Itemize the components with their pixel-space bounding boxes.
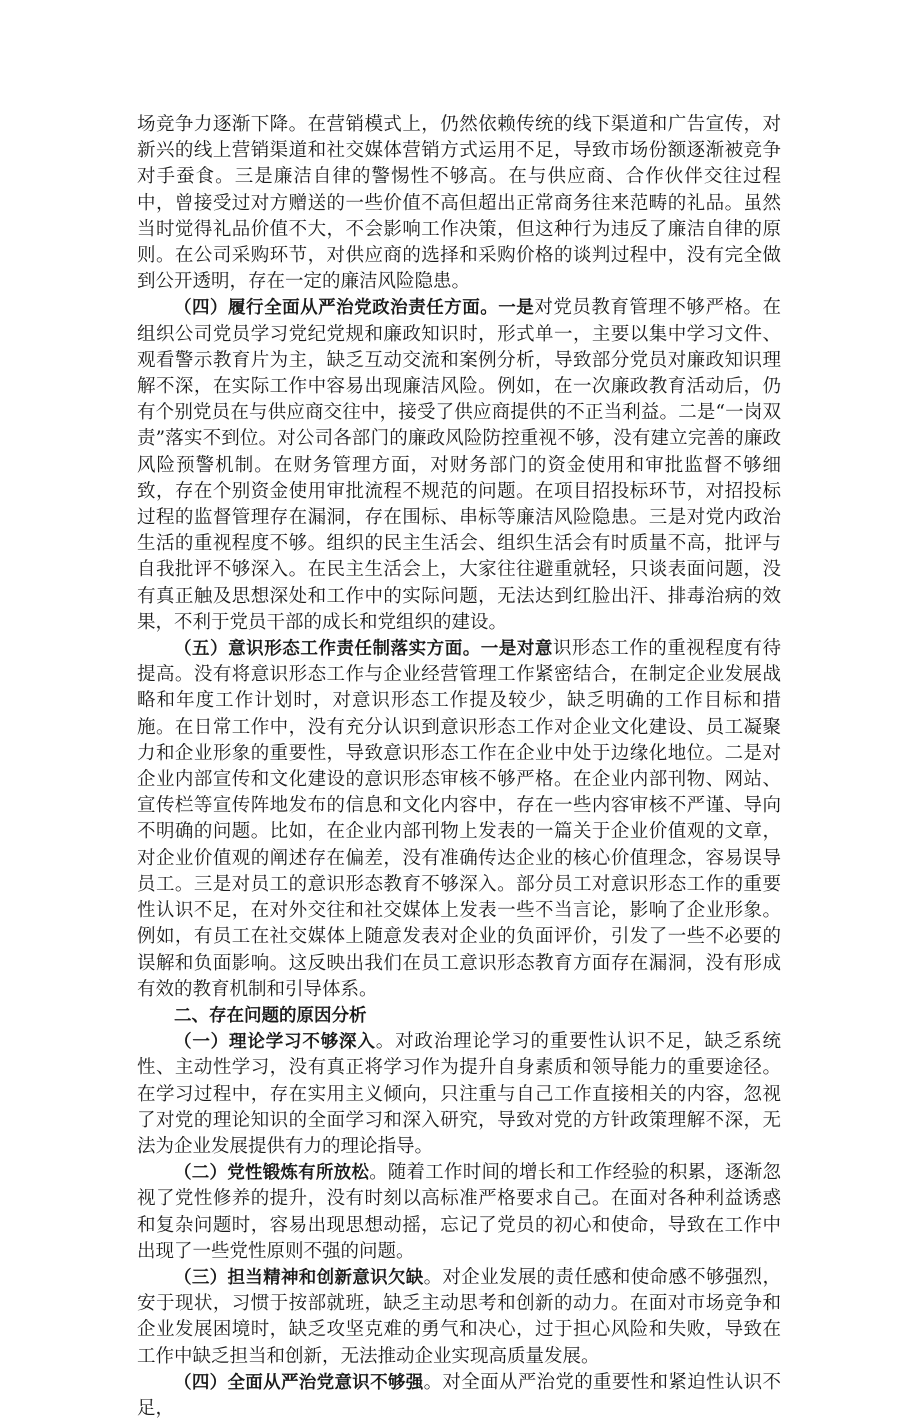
analysis-lead: （二）党性锻炼有所放松 (174, 1163, 370, 1184)
analysis-text: 。随着工作时间的增长和工作经验的积累，逐渐忽视了党性修养的提升，没有时刻以高标准严格要求自己。在面对各种利益诱惑和复杂问题时，容易出现思想动摇，忘记了党员的初心和使命，导致在工作中出现了一些党性原则不强的问题。 (137, 1162, 781, 1262)
analysis-party-spirit (137, 1160, 781, 1265)
analysis-text: 。对政治理论学习的重要性认识不足，缺乏系统性、主动性学习，没有真正将学习作为提升自身素质和领导能力的重要途径。在学习过程中，存在实用主义倾向，只注重与自己工作直接相关的内容，忽视了对党的理论知识的全面学习和深入研究，导致对党的方针政策理解不深，无法为企业发展提供有力的理论指导。 (137, 1031, 782, 1157)
document-body (137, 112, 781, 1422)
analysis-text: 。对全面从严治党的重要性和紧迫性认识不足， (137, 1371, 781, 1419)
paragraph-continuation (137, 112, 781, 295)
analysis-lead: （四）全面从严治党意识不够强 (174, 1372, 424, 1393)
section-heading: 二、存在问题的原因分析 (174, 1005, 367, 1026)
analysis-lead: （一）理论学习不够深入 (174, 1032, 376, 1053)
analysis-lead: （三）担当精神和创新意识欠缺 (174, 1267, 424, 1288)
paragraph-party-governance (137, 295, 781, 636)
paragraph-text: 场竞争力逐渐下降。在营销模式上，仍然依赖传统的线下渠道和广告宣传，对新兴的线上营销渠道和社交媒体营销方式运用不足，导致市场份额逐渐被竞争对手蚕食。三是廉洁自律的警惕性不够高。在与供应商、合作伙伴交往过程中，曾接受过对方赠送的一些价值不高但超出正常商务往来范畴的礼品。虽然当时觉得礼品价值不大，不会影响工作决策，但这种行为违反了廉洁自律的原则。在公司采购环节，对供应商的选择和采购价格的谈判过程中，没有完全做到公开透明，存在一定的廉洁风险隐患。 (137, 114, 781, 293)
analysis-responsibility (137, 1265, 781, 1370)
paragraph-lead: （四）履行全面从严治党政治责任方面。一是 (174, 298, 535, 319)
paragraph-lead: （五）意识形态工作责任制落实方面。一是对意 (174, 639, 553, 660)
paragraph-text: 对党员教育管理不够严格。在组织公司党员学习党纪党规和廉政知识时，形式单一，主要以集中学习文件、观看警示教育片为主，缺乏互动交流和案例分析，导致部分党员对廉政知识理解不深，在实际工作中容易出现廉洁风险。例如，在一次廉政教育活动后，仍有个别党员在与供应商交往中，接受了供应商提供的不正当利益。二是“一岗双责”落实不到位。对公司各部门的廉政风险防控重视不够，没有建立完善的廉政风险预警机制。在财务管理方面，对财务部门的资金使用和审批监督不够细致，存在个别资金使用审批流程不规范的问题。在项目招投标环节，对招投标过程的监督管理存在漏洞，存在围标、串标等廉洁风险隐患。三是对党内政治生活的重视程度不够。组织的民主生活会、组织生活会有时质量不高，批评与自我批评不够深入。在民主生活会上，大家往往避重就轻，只谈表面问题，没有真正触及思想深处和工作中的实际问题，无法达到红脸出汗、排毒治病的效果，不利于党员干部的成长和党组织的建设。 (137, 297, 781, 633)
analysis-strict-governance (137, 1370, 781, 1422)
paragraph-ideology-work (137, 636, 781, 1003)
analysis-theory-study (137, 1029, 781, 1160)
analysis-text: 。对企业发展的责任感和使命感不够强烈，安于现状，习惯于按部就班，缺乏主动思考和创新的动力。在面对市场竞争和企业发展困境时，缺乏攻坚克难的勇气和决心，过于担心风险和失败，导致在工作中缺乏担当和创新，无法推动企业实现高质量发展。 (137, 1266, 781, 1367)
paragraph-text: 识形态工作的重视程度有待提高。没有将意识形态工作与企业经营管理工作紧密结合，在制定企业发展战略和年度工作计划时，对意识形态工作提及较少，缺乏明确的工作目标和措施。在日常工作中，没有充分认识到意识形态工作对企业文化建设、员工凝聚力和企业形象的重要性，导致意识形态工作在企业中处于边缘化地位。二是对企业内部宣传和文化建设的意识形态审核不够严格。在企业内部刊物、网站、宣传栏等宣传阵地发布的信息和文化内容中，存在一些内容审核不严谨、导向不明确的问题。比如，在企业内部刊物上发表的一篇关于企业价值观的文章，对企业价值观的阐述存在偏差，没有准确传达企业的核心价值理念，容易误导员工。三是对员工的意识形态教育不够深入。部分员工对意识形态工作的重要性认识不足，在对外交往和社交媒体上发表一些不当言论，影响了企业形象。例如，有员工在社交媒体上随意发表对企业的负面评价，引发了一些不必要的误解和负面影响。这反映出我们在员工意识形态教育方面存在漏洞，没有形成有效的教育机制和引导体系。 (137, 638, 781, 1000)
